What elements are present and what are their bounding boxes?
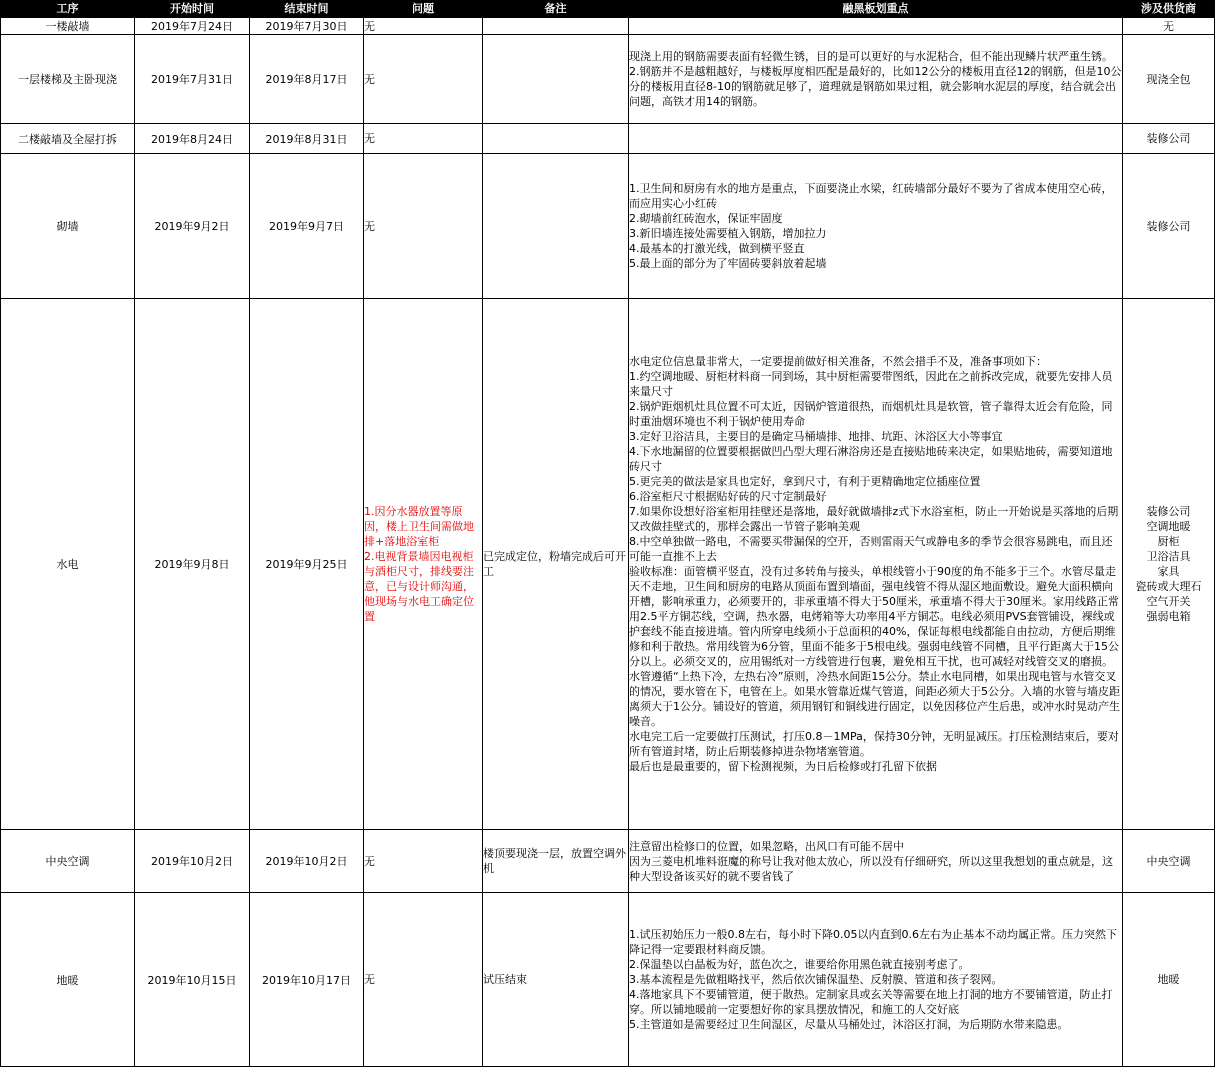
start-date: 2019年9月8日	[154, 558, 230, 571]
key-point-line: 3.定好卫浴洁具，主要目的是确定马桶墙排、地排、坑距、沐浴区大小等事宜	[629, 430, 1003, 443]
note-cell	[483, 124, 629, 154]
problem-cell	[364, 893, 483, 1067]
key-point-line: 水电定位信息量非常大，一定要提前做好相关准备，不然会措手不及，准备事项如下：	[629, 355, 1047, 368]
note-text: 楼顶要现浇一层，放置空调外机	[483, 847, 626, 875]
problem-text: 无	[364, 219, 375, 233]
suppliers-cell	[1123, 18, 1215, 35]
key-point-line: 4.下水地漏留的位置要根据做凹凸型大理石淋浴房还是直接贴地砖来决定，如果贴地砖，需要知道地砖尺寸	[629, 445, 1113, 473]
start-date: 2019年9月2日	[154, 220, 230, 233]
suppliers-cell	[1123, 154, 1215, 299]
key-point-line: 2.保温垫以白晶板为好，蓝色次之，谁要给你用黑色就直接别考虑了。	[629, 958, 970, 971]
key-point-line: 5.主管道如是需要经过卫生间湿区，尽量从马桶处过，沐浴区打洞，为后期防水带来隐患。	[629, 1018, 1069, 1031]
problem-text: 无	[364, 72, 375, 86]
header-suppliers: 涉及供货商	[1123, 1, 1215, 18]
supplier-name: 无	[1163, 19, 1174, 33]
process-name: 地暖	[56, 973, 79, 987]
start-date: 2019年10月15日	[147, 973, 237, 987]
process-name: 水电	[56, 558, 79, 571]
start-date-cell	[135, 124, 250, 154]
process-name: 中央空调	[45, 855, 90, 868]
supplier-name: 装修公司	[1146, 219, 1191, 233]
key-point-line: 3.新旧墙连接处需要植入钢筋，增加拉力	[629, 227, 827, 240]
key-points-cell	[629, 18, 1123, 35]
header-process: 工序	[1, 1, 135, 18]
key-point-line: 7.如果你设想好浴室柜用挂壁还是落地，最好就做墙排z式下水浴室柜，防止一开始说是买落地的后期又改做挂壁式的，那样会露出一节管子影响美观	[629, 505, 1119, 533]
end-date: 2019年9月25日	[265, 558, 348, 571]
supplier-name: 瓷砖或大理石	[1135, 580, 1202, 593]
suppliers-cell	[1123, 893, 1215, 1067]
header-key-points: 融黑板划重点	[629, 1, 1123, 18]
start-date-cell	[135, 299, 250, 830]
header-row	[1, 1, 1215, 18]
key-point-line: 水电完工后一定要做打压测试，打压0.8－1MPa，保持30分钟，无明显减压。打压检测结束后，要对所有管道封堵，防止后期装修掉进杂物堵塞管道。	[629, 730, 1119, 758]
process-cell	[1, 18, 135, 35]
process-cell	[1, 299, 135, 830]
problem-cell	[364, 830, 483, 893]
start-date: 2019年7月31日	[151, 73, 233, 86]
start-date-cell	[135, 830, 250, 893]
problem-text: 无	[364, 19, 375, 33]
problem-text: 无	[364, 854, 375, 868]
key-point-line: 现浇上用的钢筋需要表面有轻微生锈，目的是可以更好的与水泥粘合，但不能出现鳞片状严重生锈。	[629, 50, 1113, 63]
process-cell	[1, 154, 135, 299]
process-cell	[1, 124, 135, 154]
note-cell	[483, 299, 629, 830]
suppliers-cell	[1123, 124, 1215, 154]
supplier-name: 中央空调	[1146, 854, 1191, 868]
supplier-name: 装修公司	[1146, 505, 1191, 518]
key-point-line: 5.最上面的部分为了牢固砖要斜放着起墙	[629, 257, 827, 270]
supplier-name: 现浇全包	[1146, 72, 1191, 86]
key-point-line: 1.约空调地暖、厨柜材料商一同到场，其中厨柜需要带图纸，因此在之前拆改完成，就要先安排人员来量尺寸	[629, 370, 1113, 398]
key-point-line: 因为三菱电机堆料诳魔的称号让我对他太放心，所以没有仔细研究，所以这里我想划的重点就是，这种大型设备该买好的就不要省钱了	[629, 854, 1113, 883]
key-point-line: 2.砌墙前红砖泡水，保证牢固度	[629, 212, 783, 225]
key-points-cell	[629, 893, 1123, 1067]
note-cell	[483, 35, 629, 124]
end-date: 2019年8月31日	[265, 132, 348, 146]
process-name: 一层楼梯及主卧现浇	[18, 73, 117, 86]
key-point-line: 2.锅炉距烟机灶具位置不可太近，因锅炉管道很热，而烟机灶具是软管，管子靠得太近会有危险，同时重油烟环境也不利于锅炉使用寿命	[629, 400, 1113, 428]
start-date: 2019年7月24日	[151, 20, 233, 33]
key-point-line: 水管遵循“上热下冷，左热右冷”原则，冷热水间距15公分。禁止水电同槽，如果出现电管与水管交叉的情况，要水管在下，电管在上。如果水管靠近煤气管道，间距必须大于5公分。入墙的水管与墙皮距离须大于1公分。铺设好的管道，须用钢钉和铜线进行固定，以免因移位产生后患，或冲水时晃动产生噪音。	[629, 670, 1120, 728]
key-point-line: 4.最基本的打激光线，做到横平竖直	[629, 242, 805, 255]
header-start-time: 开始时间	[135, 1, 250, 18]
end-date: 2019年10月2日	[265, 855, 348, 868]
supplier-name: 强弱电箱	[1146, 610, 1191, 623]
table-row	[1, 299, 1215, 830]
table-row	[1, 35, 1215, 124]
key-points-cell	[629, 35, 1123, 124]
end-date-cell	[250, 830, 364, 893]
problem-text: 无	[364, 132, 375, 145]
key-points-cell	[629, 124, 1123, 154]
problem-text: 1.因分水器放置等原因，楼上卫生间需做地排+落地浴室柜	[364, 505, 474, 548]
table-row	[1, 18, 1215, 35]
key-point-line: 1.卫生间和厨房有水的地方是重点，下面要浇止水梁，红砖墙部分最好不要为了省成本使用空心砖，而应用实心小红砖	[629, 182, 1113, 210]
supplier-name: 空气开关	[1146, 595, 1191, 608]
key-point-line: 注意留出检修口的位置，如果忽略，出风口有可能不居中	[629, 839, 904, 853]
process-name: 一楼敲墙	[45, 20, 90, 33]
key-point-line: 1.试压初始压力一般0.8左右，每小时下降0.05以内直到0.6左右为止基本不动均属正常。压力突然下降记得一定要跟材料商反馈。	[629, 928, 1117, 956]
note-cell	[483, 893, 629, 1067]
table-row	[1, 154, 1215, 299]
process-cell	[1, 893, 135, 1067]
start-date-cell	[135, 35, 250, 124]
suppliers-cell	[1123, 35, 1215, 124]
note-text: 已完成定位，粉墙完成后可开工	[483, 550, 626, 578]
note-cell	[483, 18, 629, 35]
header-note: 备注	[483, 1, 629, 18]
problem-cell	[364, 299, 483, 830]
supplier-name: 卫浴洁具	[1146, 550, 1191, 563]
note-cell	[483, 830, 629, 893]
key-point-line: 验收标准：面管横平竖直，没有过多转角与接头，单根线管小于90度的角不能多于三个。水管尽量走天不走地，卫生间和厨房的电路从顶面布置到墙面，强电线管不得从湿区地面敷设。避免大面积横向开槽，影响承重力，必须要开的，非承重墙不得大于50厘米，承重墙不得大于30厘米。家用线路正常用2.5平方铜芯线，空调，热水器，电烤箱等大功率用4平方铜芯。电线必须用PVS套管铺设，裸线或护套线不能直接进墙。管内所穿电线须小于总面积的40%，保证每根电线都能自由拉动，方便后期维修和利于散热。常用线管为6分管，里面不能多于5根电线。强弱电线管不同槽，且平行距离大于15公分以上。必须交叉的，应用锡纸对一方线管进行包裹，避免相互干扰，也可减轻对线管交叉的磨损。	[629, 565, 1119, 668]
end-date: 2019年10月17日	[262, 973, 351, 987]
key-point-line: 4.落地家具下不要铺管道，便于散热。定制家具或玄关等需要在地上打洞的地方不要铺管道，防止打穿。所以铺地暖前一定要想好你的家具摆放情况，和施工的人交好底	[629, 988, 1113, 1016]
key-point-line: 5.更完美的做法是家具也定好，拿到尺寸，有利于更精确地定位插座位置	[629, 475, 981, 488]
problem-text: 无	[364, 973, 375, 986]
process-cell	[1, 830, 135, 893]
supplier-name: 厨柜	[1157, 535, 1180, 548]
problem-cell	[364, 154, 483, 299]
table-row	[1, 893, 1215, 1067]
end-date: 2019年8月17日	[265, 73, 348, 86]
key-points-cell	[629, 830, 1123, 893]
process-name: 二楼敲墙及全屋打拆	[18, 132, 117, 146]
note-cell	[483, 154, 629, 299]
process-name: 砌墙	[56, 220, 79, 233]
suppliers-cell	[1123, 299, 1215, 830]
end-date-cell	[250, 35, 364, 124]
key-points-cell	[629, 154, 1123, 299]
end-date: 2019年7月30日	[265, 20, 348, 33]
end-date-cell	[250, 154, 364, 299]
key-point-line: 最后也是最重要的，留下检测视频，为日后检修或打孔留下依据	[629, 760, 937, 773]
key-point-line: 3.基本流程是先做粗略找平，然后依次铺保温垫、反射膜、管道和孩子裂网。	[629, 973, 1003, 986]
note-text: 试压结束	[483, 973, 527, 986]
table-row	[1, 124, 1215, 154]
problem-cell	[364, 35, 483, 124]
supplier-name: 空调地暖	[1146, 520, 1191, 533]
end-date-cell	[250, 299, 364, 830]
supplier-name: 装修公司	[1146, 132, 1191, 145]
header-end-time: 结束时间	[250, 1, 364, 18]
end-date-cell	[250, 124, 364, 154]
supplier-name: 家具	[1157, 565, 1180, 578]
table-row	[1, 830, 1215, 893]
key-point-line: 2.钢筋并不是越粗越好，与楼板厚度相匹配是最好的，比如12公分的楼板用直径12的钢筋，但是10公分的楼板用直径8-10的钢筋就足够了，道理就是钢筋如果过粗，就会影响水泥层的厚度，结合就会出问题，高铁才用14的钢筋。	[629, 65, 1122, 108]
problem-cell	[364, 18, 483, 35]
start-date: 2019年8月24日	[151, 132, 233, 146]
supplier-name: 地暖	[1157, 973, 1180, 986]
end-date-cell	[250, 18, 364, 35]
end-date: 2019年9月7日	[269, 220, 344, 233]
suppliers-cell	[1123, 830, 1215, 893]
problem-text: 2.电视背景墙因电视柜与酒柜尺寸，排线要注意，已与设计师沟通，他现场与水电工确定位置	[364, 550, 474, 623]
header-problem: 问题	[364, 1, 483, 18]
key-point-line: 8.中空单独做一路电，不需要买带漏保的空开，否则雷雨天气或静电多的季节会很容易跳电，而且还可能一直推不上去	[629, 535, 1113, 563]
start-date-cell	[135, 154, 250, 299]
process-cell	[1, 35, 135, 124]
key-points-cell	[629, 299, 1123, 830]
problem-cell	[364, 124, 483, 154]
start-date-cell	[135, 18, 250, 35]
start-date: 2019年10月2日	[151, 855, 233, 868]
start-date-cell	[135, 893, 250, 1067]
key-point-line: 6.浴室柜尺寸根据贴好砖的尺寸定制最好	[629, 490, 827, 503]
end-date-cell	[250, 893, 364, 1067]
